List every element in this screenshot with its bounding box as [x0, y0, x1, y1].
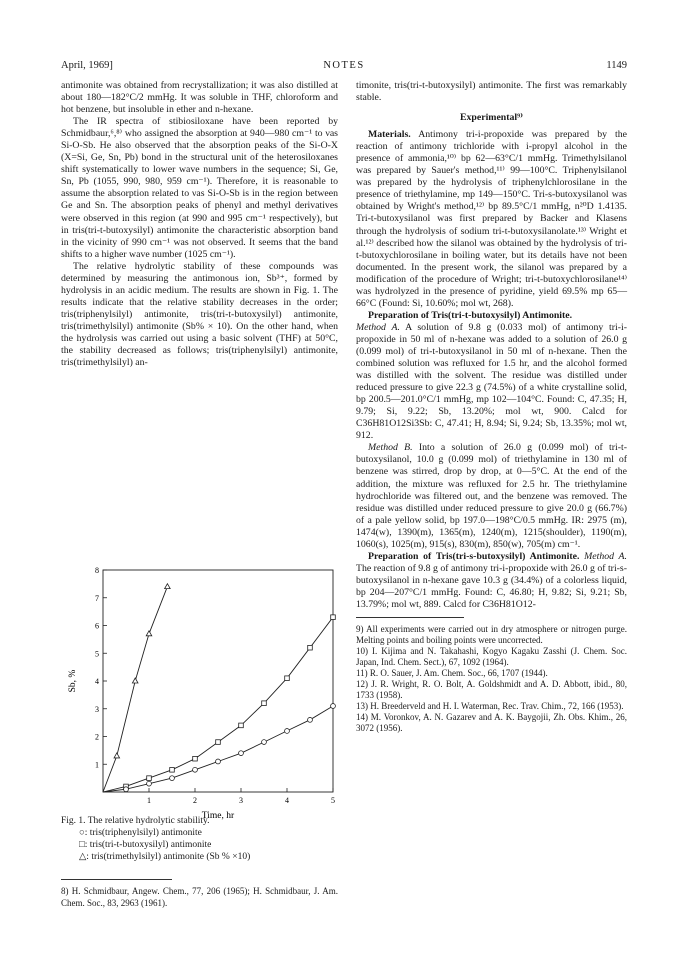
footnote-11: 11) R. O. Sauer, J. Am. Chem. Soc., 66, 1707 (1944). [356, 668, 548, 679]
series-circle-line [103, 706, 333, 792]
footnote-8: 8) H. Schmidbaur, Angew. Chem., 77, 206 (1965); H. Schmidbaur, J. Am. Chem. Soc., 83, 2963 (1961). [61, 886, 338, 908]
figure-caption [61, 815, 341, 863]
caption-title: Fig. 1. The relative hydrolytic stability. [61, 816, 210, 826]
data-point-square [308, 645, 313, 650]
footnote-9: 9) All experiments were carried out in dry atmosphere or nitrogen purge. Melting points and boiling points were uncorrected. [356, 624, 627, 646]
series-triangle [103, 584, 170, 792]
data-point-circle [308, 717, 313, 722]
data-point-triangle [132, 678, 138, 683]
data-point-square [193, 756, 198, 761]
right-footnote-rule [356, 617, 464, 618]
series-triangle-line [103, 587, 167, 792]
prep-s-butoxy-text: The reaction of 9.8 g of antimony tri-i-propoxide with 26.0 g of tri-s-butoxysilanol in n-hexane gave 10.3 g (34.4%) of a colorless liquid, bp 204—207°C/1 mmHg. Found: C, 46.80; H, 9.82; Si, 9.21; Sb, 13.79%; mol wt, 889. Calcd for C36H81O12- [356, 562, 627, 610]
legend-item-square: □: tris(tri-t-butoxysilyl) antimonite [79, 840, 212, 850]
data-point-circle [170, 776, 175, 781]
data-point-square [170, 768, 175, 773]
data-point-square [239, 723, 244, 728]
x-axis-label: Time, hr [201, 811, 235, 821]
data-point-square [285, 676, 290, 681]
method-b-paragraph [356, 442, 627, 550]
hydrolytic-stability-chart [61, 566, 341, 826]
y-tick-label: 6 [95, 621, 99, 631]
footnote-10: 10) I. Kijima and N. Takahashi, Kogyo Kagaku Zasshi (J. Chem. Soc. Japan, Ind. Chem. Sect.), 67, 1092 (1964). [356, 646, 627, 668]
method-b-text: Into a solution of 26.0 g (0.099 mol) of tri-t-butoxysilanol, 10.0 g (0.099 mol) of triethylamine in 130 ml of benzene was stirred, drop by drop, at 0—5°C. At the end of the addition, the mixture was refluxed for 2.5 hr. The triethylamine hydrochloride was filtered out, and the benzene was removed. The residue was distilled under reduced pressure to give 20.0 g (66.7%) of a pale yellow solid, bp 197.0—198°C/0.5 mmHg. IR: 2975 (m), 1474(w), 1390(m), 1365(m), 1240(m), 1215(shoulder), 1190(m), 1060(s), 1025(m), 915(s), 830(m), 850(w), 705(m) cm⁻¹. [356, 442, 628, 550]
header-page-number: 1149 [606, 60, 627, 71]
header-section: NOTES [323, 60, 365, 71]
materials-paragraph [356, 129, 627, 310]
chart-axes [68, 566, 335, 821]
left-paragraph-2: The IR spectra of stibiosiloxane have been reported by Schmidbaur,⁶,⁸⁾ who assigned the absorption at 940—980 cm⁻¹ to νas Si-O-Sb. He also observed that the absorption peaks of the Si-O-X (X=Si, Ge, Sn, Pb) bond in the structural unit of the heterosiloxanes shift systematically to lower wave numbers in the sequence; Si, Ge, Sn, Pb (1055, 990, 980, 959 cm⁻¹). Therefore, it is reasonable to assume the absorption related to νas Si-O-Sb is in the region between Ge and Sn. The absorption peaks of phenyl and methyl derivatives were observed in this region (at 990 and 995 cm⁻¹ respectively), but in tris(tri-t-butoxysilyl) antimonite the characteristic absorption band in the vicinity of 990 cm⁻¹ was not observed. It seems that the band shifts to a higher wave number (1025 cm⁻¹). [61, 116, 338, 260]
data-point-circle [239, 751, 244, 756]
y-tick-label: 4 [95, 677, 99, 686]
data-point-circle [285, 729, 290, 734]
y-tick-label: 5 [95, 649, 99, 659]
prep-t-butoxy-heading-paragraph [356, 310, 627, 322]
prep-s-butoxy-paragraph [356, 551, 627, 611]
data-point-circle [124, 787, 129, 792]
legend-item-circle: ○: tris(triphenylsilyl) antimonite [79, 828, 202, 838]
data-point-circle [193, 767, 198, 772]
y-tick-label: 2 [95, 732, 99, 742]
data-point-triangle [114, 753, 120, 758]
footnote-12: 12) J. R. Wright, R. O. Bolt, A. Goldshmidt and A. D. Abbott, ibid., 80, 1733 (1958). [356, 679, 627, 701]
right-column [356, 80, 627, 734]
footnote-rule [61, 879, 172, 880]
running-header [61, 60, 627, 74]
y-tick-label: 3 [95, 704, 99, 714]
prep-s-method-label: Method A. [584, 550, 627, 562]
series-square [103, 615, 335, 792]
data-point-circle [262, 740, 267, 745]
x-tick-label: 1 [147, 796, 151, 805]
section-title-experimental: Experimental⁹⁾ [460, 112, 523, 124]
left-paragraph-3: The relative hydrolytic stability of these compounds was determined by measuring the antimonous ion, Sb³⁺, formed by hydrolysis in an acidic medium. The results are shown in Fig. 1. The results indicate that the relative stability decreases in the order; tris(triphenylsilyl) antimonite, tris(tri-t-butoxysilyl) antimonite, tris(trimethylsilyl) antimonite (Sb% × 10). On the other hand, when the hydrolysis was carried out using a basic solvent (THF) at 50°C, the stability decreased as follows; tris(triphenylsilyl) antimonite, tris(trimethylsilyl) an- [61, 260, 338, 369]
prep-t-butoxy-heading: Preparation of Tris(tri-t-butoxysilyl) Antimonite. [368, 309, 573, 321]
method-a-paragraph [356, 322, 627, 442]
footnote-14: 14) M. Voronkov, A. N. Gazarev and A. K. Baygojii, Zh. Obs. Khim., 26, 3072 (1956). [356, 712, 627, 734]
series-circle [103, 704, 335, 792]
data-point-square [331, 615, 336, 620]
x-tick-label: 5 [331, 796, 335, 805]
method-a-text: A solution of 9.8 g (0.033 mol) of antimony tri-i-propoxide in 50 ml of n-hexane was added to a solution of 26.0 g (0.099 mol) of tri-t-butoxysilanol in 50 ml of n-hexane. Then the combined solution was refluxed for 1.5 hr, and the alcohol formed was distilled with the solvent. The residue was distilled under reduced pressure to give 22.3 g (74.5%) of a white crystalline solid, bp 200.5—201.0°C/1 mmHg, mp 102—104°C. Found: C, 47.35; H, 9.79; Si, 9.22; Sb, 13.20%; mol wt, 900. Calcd for C36H81O12Si3Sb: C, 47.41; H, 8.94; Si, 9.24; Sb, 13.35%; mol wt, 912. [356, 321, 627, 442]
footnote-13: 13) H. Breederveld and H. I. Waterman, Rec. Trav. Chim., 72, 166 (1953). [356, 701, 624, 712]
data-point-square [262, 701, 267, 706]
data-point-square [216, 740, 221, 745]
series-square-line [103, 617, 333, 792]
materials-text: Antimony tri-i-propoxide was prepared by the reaction of antimony trichloride with i-propyl alcohol in the presence of ammonia,¹⁰⁾ bp 62—63°C/1 mmHg. Trimethylsilanol was prepared by Sauer's method,¹¹⁾ 99—100°C. Triphenylsilanol was prepared by the hydrolysis of triphenylchlorosilane in the presence of triethylamine, mp 149—150°C. Tri-s-butoxysilanol was obtained by Wright's method,¹²⁾ bp 89.5°C/1 mmHg, n²⁰D 1.4135. Tri-t-butoxysilanol was first prepared by Backer and Klasens through the hydrolysis of sodium tri-t-butoxysilanolate.¹³⁾ Wright et al.¹²⁾ described how the silanol was obtained by the hydrolysis of tri-t-butoxychlorosilane in boiling water, but its details have not been documented. In the present work, the silanol was prepared by a modification of the procedure of Wright; tri-t-butoxychlorosilane¹⁴⁾ was hydrolyzed in the presence of pyridine, yield 69.5% mp 65—66°C (Found: Si, 10.60%; mol wt, 268). [356, 129, 627, 309]
data-point-triangle [165, 584, 171, 589]
x-tick-label: 2 [193, 796, 197, 805]
right-paragraph-0: timonite, tris(tri-t-butoxysilyl) antimonite. The first was remarkably stable. [356, 80, 627, 104]
left-paragraph-1: antimonite was obtained from recrystallization; it was also distilled at about 180—182°C/2 mmHg. It was soluble in THF, chloroform and hot benzene, but insoluble in ether and n-hexane. [61, 80, 338, 116]
data-point-circle [147, 781, 152, 786]
y-axis-label: Sb, % [68, 669, 78, 693]
y-tick-label: 1 [95, 760, 99, 770]
data-point-circle [216, 759, 221, 764]
chart-marks [103, 584, 335, 792]
data-point-circle [331, 704, 336, 709]
header-date: April, 1969] [61, 60, 113, 71]
prep-s-butoxy-heading: Preparation of Tris(tri-s-butoxysilyl) Antimonite. [368, 550, 580, 562]
data-point-square [147, 776, 152, 781]
left-footnotes [61, 873, 338, 909]
y-tick-label: 8 [95, 566, 99, 575]
left-column [61, 80, 338, 369]
method-b-label: Method B. [368, 442, 413, 454]
y-tick-label: 7 [95, 593, 99, 603]
method-a-label: Method A. [356, 321, 400, 333]
data-point-triangle [146, 631, 152, 636]
legend-item-triangle: △: tris(trimethylsilyl) antimonite (Sb % ×10) [79, 852, 251, 862]
materials-heading: Materials. [368, 129, 411, 141]
x-tick-label: 4 [285, 796, 289, 805]
x-tick-label: 3 [239, 796, 243, 805]
